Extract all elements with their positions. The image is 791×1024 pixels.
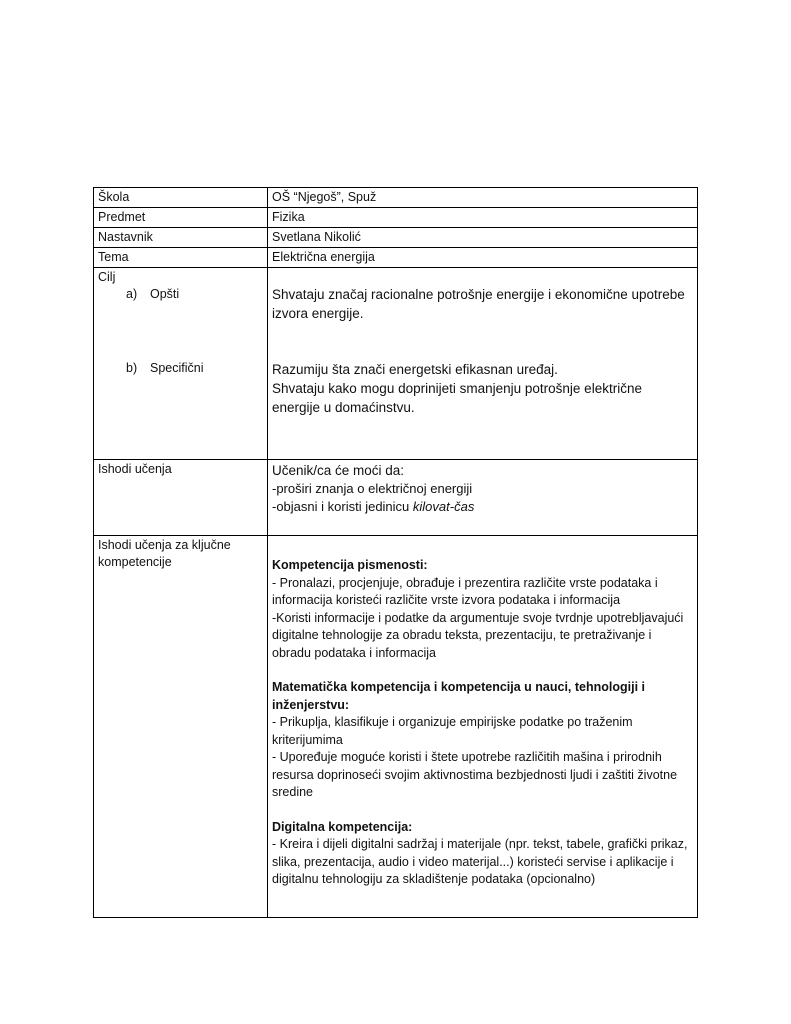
row-predmet bbox=[94, 208, 698, 228]
goal-a-mark: a) bbox=[126, 287, 138, 301]
goal-b-mark: b) bbox=[126, 361, 138, 375]
competencies-block bbox=[272, 557, 693, 889]
label-cell-cilj bbox=[94, 268, 268, 460]
goal-b-line2: Shvataju kako mogu doprinijeti smanjenju potrošnje električne energije u domaćinstvu. bbox=[272, 381, 642, 415]
row-tema bbox=[94, 248, 698, 268]
value-cell-kljucne bbox=[268, 536, 698, 918]
row-kljucne-kompetencije bbox=[94, 536, 698, 918]
ishodi-line-2-term: kilovat-čas bbox=[412, 499, 475, 514]
competency-section bbox=[272, 819, 693, 889]
value-cell-cilj bbox=[268, 268, 698, 460]
ishodi-line-2 bbox=[272, 498, 693, 516]
lesson-plan-table bbox=[93, 187, 698, 918]
goal-a-label bbox=[126, 286, 263, 303]
label-skola: Škola bbox=[94, 188, 268, 208]
value-skola: OŠ “Njegoš”, Spuž bbox=[268, 188, 698, 208]
competency-section bbox=[272, 679, 693, 802]
goal-b-label bbox=[126, 360, 263, 377]
label-kljucne: Ishodi učenja za ključne kompetencije bbox=[94, 536, 268, 918]
value-nastavnik: Svetlana Nikolić bbox=[268, 228, 698, 248]
row-nastavnik bbox=[94, 228, 698, 248]
value-cell-ishodi bbox=[268, 460, 698, 536]
competency-line: - Kreira i dijeli digitalni sadržaj i materijale (npr. tekst, tabele, grafički prikaz, slika, prezentacija, audio i video materijal...) koristeći servise i aplikacije i digitalnu tehnologiju za skladištenje podataka (opcionalno) bbox=[272, 837, 688, 886]
label-predmet: Predmet bbox=[94, 208, 268, 228]
ishodi-line-1: -proširi znanja o električnoj energiji bbox=[272, 481, 473, 496]
competency-title: Matematička kompetencija i kompetencija u nauci, tehnologiji i inženjerstvu: bbox=[272, 680, 646, 712]
goal-a-name: Opšti bbox=[150, 287, 180, 301]
value-predmet: Fizika bbox=[268, 208, 698, 228]
value-tema: Električna energija bbox=[268, 248, 698, 268]
label-cilj: Cilj bbox=[98, 270, 116, 284]
row-skola bbox=[94, 188, 698, 208]
goal-b-line1: Razumiju šta znači energetski efikasnan uređaj. bbox=[272, 362, 558, 377]
competency-title: Kompetencija pismenosti: bbox=[272, 558, 428, 572]
lesson-plan-page bbox=[93, 187, 697, 918]
goal-a-text: Shvataju značaj racionalne potrošnje energije i ekonomične upotrebe izvora energije. bbox=[272, 287, 685, 321]
ishodi-line-2-text: -objasni i koristi jedinicu bbox=[272, 499, 413, 514]
row-cilj bbox=[94, 268, 698, 460]
competency-section bbox=[272, 557, 693, 662]
competency-line: -Koristi informacije i podatke da argumentuje svoje tvrdnje upotrebljavajući digitalne tehnologije za obradu teksta, prezentaciju, te pretraživanje i obradu podataka i informacija bbox=[272, 610, 684, 660]
competency-line: - Pronalazi, procjenjuje, obrađuje i prezentira različite vrste podataka i informacija koristeći različite vrste izvora podataka i informacija bbox=[272, 575, 658, 607]
label-tema: Tema bbox=[94, 248, 268, 268]
label-ishodi: Ishodi učenja bbox=[94, 460, 268, 536]
goal-b-name: Specifični bbox=[150, 361, 204, 375]
competency-title: Digitalna kompetencija: bbox=[272, 819, 413, 834]
competency-line: - Upoređuje moguće koristi i štete upotrebe različitih mašina i prirodnih resursa doprinoseći svojim aktivnostima bezbjednosti ljudi i zaštiti životne sredine bbox=[272, 750, 678, 799]
row-ishodi bbox=[94, 460, 698, 536]
ishodi-intro: Učenik/ca će moći da: bbox=[272, 463, 405, 478]
label-nastavnik: Nastavnik bbox=[94, 228, 268, 248]
competency-line: - Prikuplja, klasifikuje i organizuje empirijske podatke po traženim kriterijumima bbox=[272, 715, 633, 747]
